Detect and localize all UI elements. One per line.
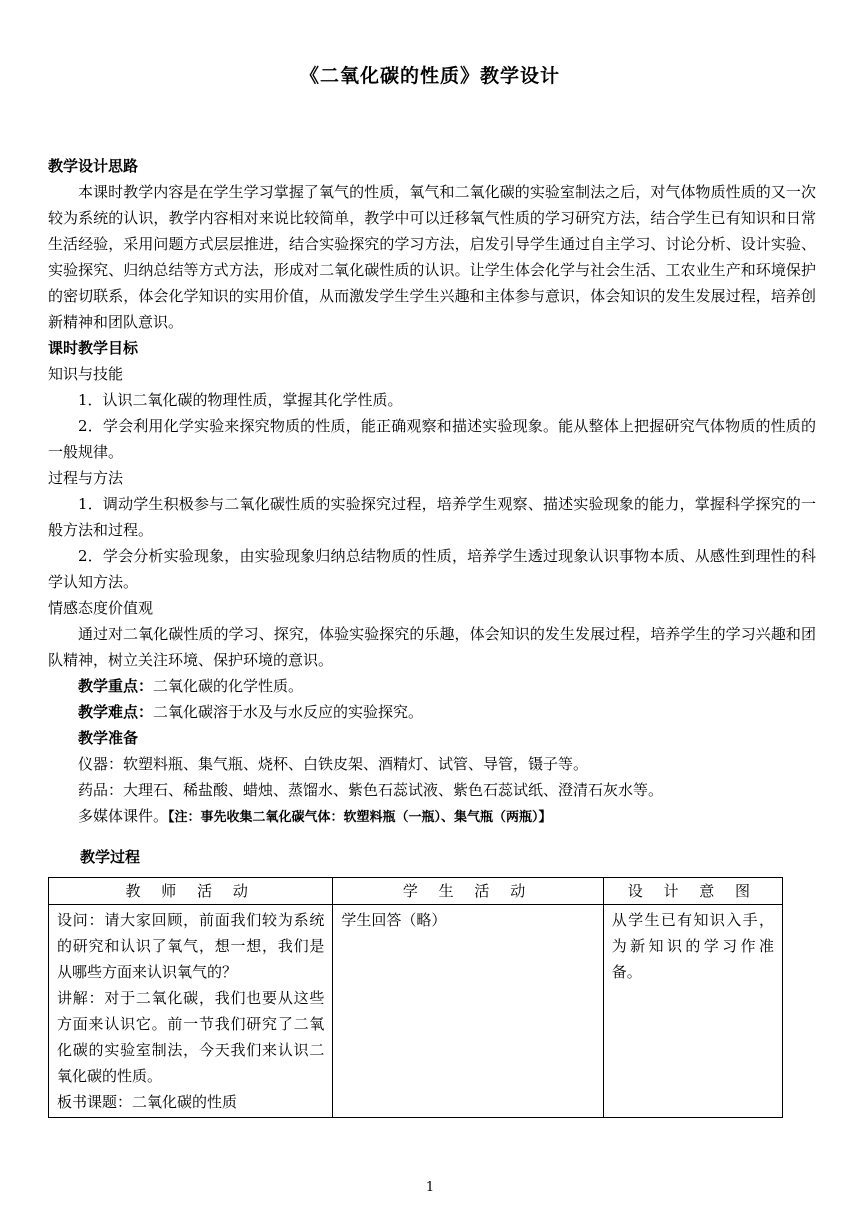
page-number: 1 — [425, 1180, 435, 1195]
table-row — [49, 905, 783, 1118]
teacher-explanation: 讲解：对于二氧化碳，我们也要从这些方面来认识它。前一节我们研究了二氧化碳的实验室制法，今天我们来认识二氧化碳的性质。 — [57, 989, 325, 1085]
objectives-heading: 课时教学目标 — [48, 339, 139, 357]
key-point-text: 二氧化碳的化学性质。 — [153, 677, 304, 695]
design-idea-text: 本课时教学内容是在学生学习掌握了氧气的性质，氧气和二氧化碳的实验室制法之后，对气体物质性质的又一次较为系统的认识，教学内容相对来说比较简单，教学中可以迁移氧气性质的学习研究方法，结合学生已有知识和日常生活经验，采用问题方式层层推进，结合实验探究的学习方法，启发引导学生通过自主学习、讨论分析、设计实验、实验探究、归纳总结等方式方法，形成对二氧化碳性质的认识。让学生体会化学与社会生活、工农业生产和环境保护的密切联系，体会化学知识的实用价值，从而激发学生学生兴趣和主体参与意识，体会知识的发生发展过程，培养创新精神和团队意识。 — [48, 183, 816, 331]
preparation-note: 【注：事先收集二氧化碳气体：软塑料瓶（一瓶）、集气瓶（两瓶）】 — [168, 810, 552, 825]
key-point — [48, 673, 816, 699]
header-teacher-activity: 教 师 活 动 — [49, 878, 333, 905]
process-method-heading: 过程与方法 — [48, 469, 124, 487]
emotion-text: 通过对二氧化碳性质的学习、探究，体验实验探究的乐趣，体会知识的发生发展过程，培养学生的学习兴趣和团队精神，树立关注环境、保护环境的意识。 — [48, 625, 816, 669]
difficulty — [48, 699, 816, 725]
preparation-chemicals: 药品：大理石、稀盐酸、蜡烛、蒸馏水、紫色石蕊试液、紫色石蕊试纸、澄清石灰水等。 — [78, 781, 664, 799]
table-header-row — [49, 878, 783, 905]
knowledge-heading: 知识与技能 — [48, 365, 124, 383]
design-idea-heading: 教学设计思路 — [48, 157, 139, 175]
document-body — [48, 153, 816, 831]
key-point-label: 教学重点： — [78, 677, 154, 695]
preparation-multimedia — [48, 803, 816, 831]
student-activity-cell: 学生回答（略） — [333, 905, 603, 1118]
document-title: 《二氧化碳的性质》教学设计 — [299, 65, 560, 87]
process-method-item: 1．调动学生积极参与二氧化碳性质的实验探究过程，培养学生观察、描述实验现象的能力，掌握科学探究的一般方法和过程。 — [48, 495, 816, 539]
teacher-board-title: 板书课题：二氧化碳的性质 — [57, 1093, 238, 1111]
teacher-activity-cell — [49, 905, 333, 1118]
teaching-process-heading: 教学过程 — [80, 848, 141, 866]
knowledge-item: 2．学会利用化学实验来探究物质的性质，能正确观察和描述实验现象。能从整体上把握研究气体物质的性质的一般规律。 — [48, 417, 816, 461]
preparation-heading: 教学准备 — [78, 729, 139, 747]
knowledge-item: 1．认识二氧化碳的物理性质，掌握其化学性质。 — [78, 391, 403, 409]
difficulty-label: 教学难点： — [78, 703, 154, 721]
process-method-item: 2．学会分析实验现象，由实验现象归纳总结物质的性质，培养学生透过现象认识事物本质、从感性到理性的科学认知方法。 — [48, 547, 816, 591]
header-design-intent: 设 计 意 图 — [603, 878, 782, 905]
difficulty-text: 二氧化碳溶于水及与水反应的实验探究。 — [153, 703, 424, 721]
teaching-process-table — [48, 877, 783, 1118]
multimedia-text: 多媒体课件。 — [78, 807, 169, 825]
header-student-activity: 学 生 活 动 — [333, 878, 603, 905]
teacher-question: 设问：请大家回顾，前面我们较为系统的研究和认识了氧气，想一想，我们是从哪些方面来认识氧气的？ — [57, 911, 325, 981]
design-intent-cell: 从学生已有知识入手，为新知识的学习作准备。 — [603, 905, 782, 1118]
preparation-instruments: 仪器：软塑料瓶、集气瓶、烧杯、白铁皮架、酒精灯、试管、导管，镊子等。 — [78, 755, 589, 773]
emotion-heading: 情感态度价值观 — [48, 599, 154, 617]
